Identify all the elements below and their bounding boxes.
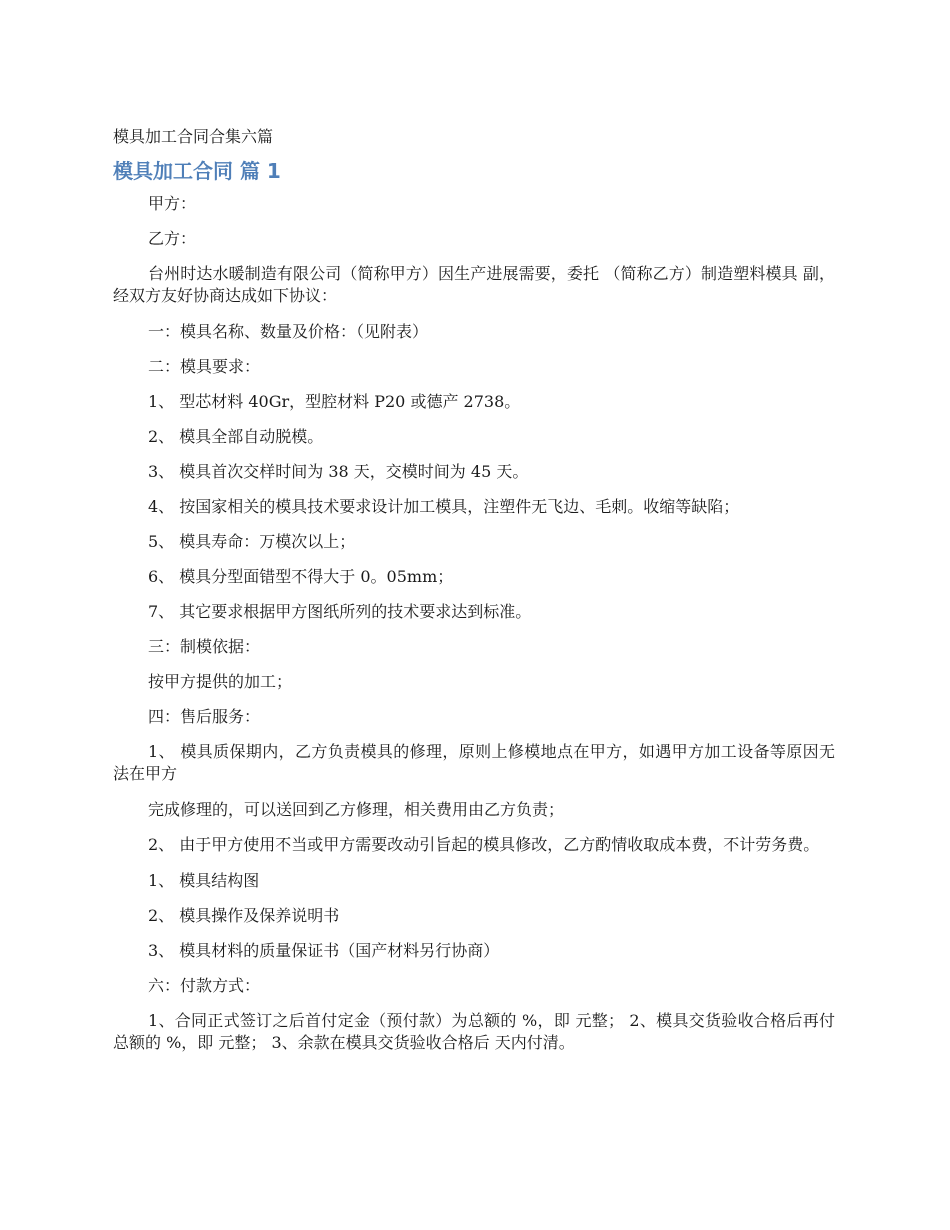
requirement-item: 5、 模具寿命：万模次以上； (148, 532, 356, 551)
clause-2-heading: 二：模具要求： (148, 357, 261, 376)
document-page (113, 125, 835, 1068)
requirement-item: 4、 按国家相关的模具技术要求设计加工模具，注塑件无飞边、毛刺。收缩等缺陷； (148, 497, 740, 516)
document-title: 模具加工合同合集六篇 (113, 127, 274, 146)
requirement-item: 7、 其它要求根据甲方图纸所列的技术要求达到标准。 (148, 602, 532, 621)
party-a-line: 甲方： (148, 194, 197, 213)
clause-3-heading: 三：制模依据： (148, 637, 261, 656)
requirement-item: 1、 型芯材料 40Gr，型腔材料 P20 或德产 2738。 (148, 392, 521, 411)
intro-paragraph: 台州时达水暖制造有限公司（简称甲方）因生产进展需要，委托 （简称乙方）制造塑料模具 副，经双方友好协商达成如下协议： (113, 264, 835, 305)
service-item: 1、 模具质保期内，乙方负责模具的修理，原则上修模地点在甲方，如遇甲方加工设备等原因无法在甲方 (113, 742, 835, 783)
clause-1-heading: 一：模具名称、数量及价格：（见附表） (148, 322, 429, 341)
party-b-line: 乙方： (148, 229, 197, 248)
attachment-item: 3、 模具材料的质量保证书（国产材料另行协商） (148, 941, 500, 960)
attachment-item: 2、 模具操作及保养说明书 (148, 906, 340, 925)
clause-3-body: 按甲方提供的加工； (148, 672, 293, 691)
section-heading: 模具加工合同 篇 1 (113, 159, 281, 183)
requirement-item: 3、 模具首次交样时间为 38 天，交模时间为 45 天。 (148, 462, 529, 481)
requirement-item: 6、 模具分型面错型不得大于 0。05mm； (148, 567, 454, 586)
attachment-item: 1、 模具结构图 (148, 871, 260, 890)
requirement-item: 2、 模具全部自动脱模。 (148, 427, 324, 446)
service-item-continued: 完成修理的，可以送回到乙方修理，相关费用由乙方负责； (148, 800, 565, 819)
clause-6-heading: 六：付款方式： (148, 976, 261, 995)
service-item: 2、 由于甲方使用不当或甲方需要改动引旨起的模具修改，乙方酌情收取成本费，不计劳务费。 (148, 835, 820, 854)
clause-4-heading: 四：售后服务： (148, 707, 261, 726)
payment-terms: 1、合同正式签订之后首付定金（预付款）为总额的 %，即 元整； 2、模具交货验收合格后再付总额的 %，即 元整； 3、余款在模具交货验收合格后 天内付清。 (113, 1011, 835, 1052)
